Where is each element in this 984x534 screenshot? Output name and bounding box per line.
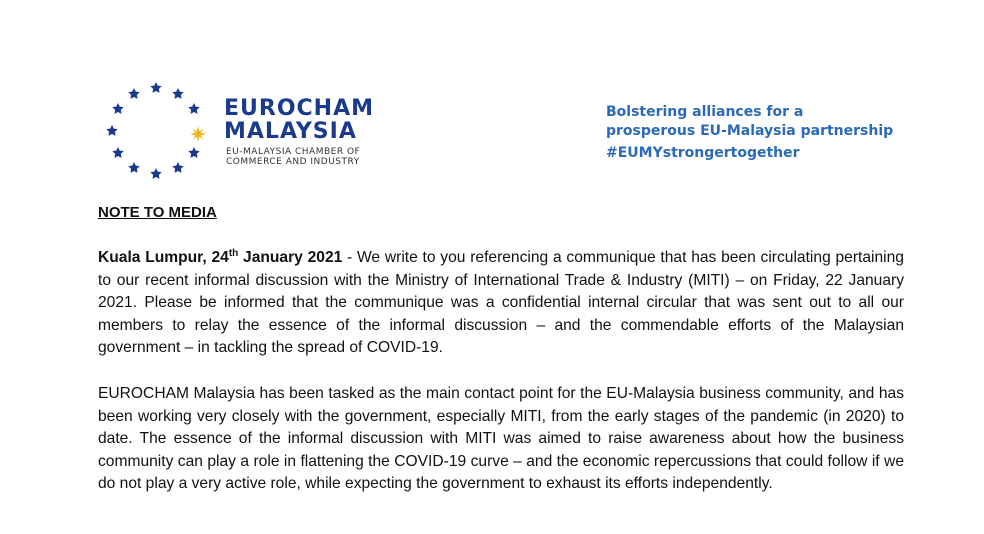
star-icon	[188, 103, 199, 114]
brand-name-line2: MALAYSIA	[224, 119, 357, 144]
dateline-city-day: Kuala Lumpur, 24	[98, 249, 229, 266]
star-icon	[128, 88, 139, 99]
dateline	[98, 249, 342, 266]
star-icon	[172, 162, 183, 173]
letterhead	[0, 0, 984, 200]
crescent-sun-icon	[172, 119, 212, 149]
paragraph-1	[98, 247, 904, 360]
dateline-month-year: January 2021	[238, 249, 343, 266]
star-icon	[172, 88, 183, 99]
tagline-line2: prosperous EU-Malaysia partnership	[606, 123, 894, 139]
hashtag: #EUMYstrongertogether	[606, 145, 800, 161]
star-icon	[150, 82, 161, 93]
star-icon	[106, 125, 117, 136]
brand-name-line1: EUROCHAM	[224, 96, 375, 121]
star-icon	[150, 168, 161, 179]
star-icon	[128, 162, 139, 173]
brand-subtitle-line1: EU-MALAYSIA CHAMBER OF	[226, 147, 361, 157]
paragraph-2: EUROCHAM Malaysia has been tasked as the main contact point for the EU-Malaysia business community, and has been working very closely with the government, especially MITI, from the early stages of the pandemic (in 2020) to date. The essence of the informal discussion with MITI was aimed to raise awareness about how the business community can play a role in flattening the COVID-19 curve – and the economic repercussions that could follow if we do not play a very active role, while expecting the government to exhaust its efforts independently.	[98, 385, 904, 492]
brand-subtitle-line2: COMMERCE AND INDUSTRY	[226, 157, 360, 167]
note-to-media-heading: NOTE TO MEDIA	[98, 204, 217, 221]
dateline-day-suffix: th	[228, 247, 239, 259]
paragraph-1-text: - We write to you referencing a communique that has been circulating pertaining to our recent informal discussion with the Ministry of International Trade & Industry (MITI) – on Friday, 22 January 2021. Please be informed that the communique was a confidential internal circular that was sent out to all our members to relay the essence of the informal discussion – and the commendable efforts of the Malaysian government – in tackling the spread of COVID-19.	[98, 249, 904, 356]
star-icon	[112, 103, 123, 114]
star-icon	[112, 147, 123, 158]
tagline-line1: Bolstering alliances for a	[606, 104, 804, 120]
